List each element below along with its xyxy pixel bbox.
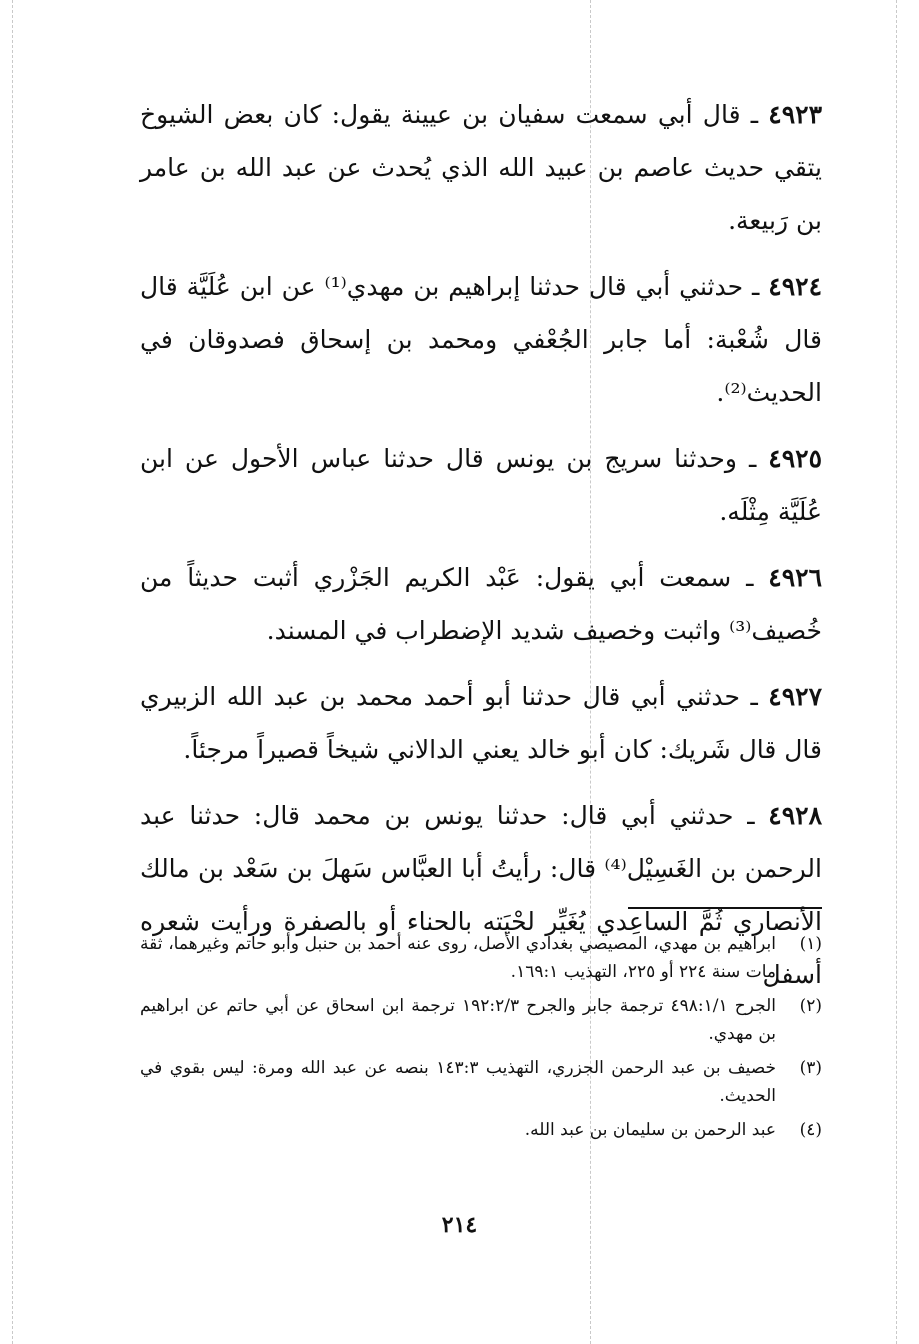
footnote-text: عبد الرحمن بن سليمان بن عبد الله.: [524, 1120, 776, 1140]
footnote-number: (٣): [799, 1058, 822, 1078]
entry-text: ـ سمعت أبي يقول: عَبْد الكريم الجَزْري أثبت حديثاً من خُصيف⁽³⁾ واثبت وخصيف شديد الإضطراب في المسند.: [140, 563, 822, 645]
footnote-4: [140, 1116, 822, 1144]
main-text: [140, 88, 822, 1014]
entry-number: ٤٩٢٦: [768, 563, 823, 592]
entry-text: ـ قال أبي سمعت سفيان بن عيينة يقول: كان بعض الشيوخ يتقي حديث عاصم بن عبيد الله الذي يُحدث عن عبد الله بن عامر بن رَبيعة.: [140, 100, 822, 235]
footnote-separator: [628, 907, 822, 909]
entry-4923: [140, 88, 822, 247]
scan-guide-line: [12, 0, 13, 1344]
entry-number: ٤٩٢٨: [768, 801, 822, 830]
entry-number: ٤٩٢٧: [768, 682, 822, 711]
entry-4925: [140, 432, 822, 538]
footnote-2: [140, 992, 822, 1048]
entry-number: ٤٩٢٥: [768, 444, 823, 473]
page-number: ٢١٤: [441, 1212, 478, 1238]
entry-text: ـ وحدثنا سريج بن يونس قال حدثنا عباس الأحول عن ابن عُلَيَّة مِثْلَه.: [140, 444, 822, 526]
footnote-3: [140, 1054, 822, 1110]
footnote-text: الجرح ٤٩٨:١/١ ترجمة جابر والجرح ١٩٢:٢/٣ ترجمة ابن اسحاق عن أبي حاتم عن ابراهيم بن مهدي.: [140, 996, 777, 1044]
entry-text: ـ حدثني أبي قال حدثنا أبو أحمد محمد بن عبد الله الزبيري قال قال شَريك: كان أبو خالد يعني الدالاني شيخاً قصيراً مرجئاً.: [140, 682, 822, 764]
entry-4926: [140, 551, 822, 657]
entry-4924: [140, 260, 822, 419]
footnote-1: [140, 930, 822, 986]
entry-text: ـ حدثني أبي قال: حدثنا يونس بن محمد قال: حدثنا عبد الرحمن بن الغَسِيْل⁽⁴⁾ قال: رأيتُ أبا العبَّاس سَهلَ بن سَعْد بن مالك الأنصاري ثُمَّ الساعِدي يُغَيِّر لحْيَته بالحناء أو بالصفرة ورأيت شعره أسفل: [140, 801, 822, 989]
entry-number: ٤٩٢٤: [768, 272, 822, 301]
footnote-number: (٢): [799, 996, 822, 1016]
footnote-text: ابراهيم بن مهدي، المصيصي بغدادي الأصل، روى عنه أحمد بن حنبل وأبو حاتم وغيرهما، ثقة مات سنة ٢٢٤ أو ٢٢٥، التهذيب ١٦٩:١.: [140, 934, 776, 982]
footnotes: [140, 930, 822, 1150]
entry-number: ٤٩٢٣: [768, 100, 822, 129]
footnote-number: (١): [799, 934, 822, 954]
entry-text: ـ حدثني أبي قال حدثنا إبراهيم بن مهدي⁽¹⁾ عن ابن عُلَيَّة قال قال شُعْبة: أما جابر الجُعْفي ومحمد بن إسحاق فصدوقان في الحديث⁽²⁾.: [140, 272, 822, 407]
footnote-number: (٤): [799, 1120, 822, 1140]
footnote-text: خصيف بن عبد الرحمن الجزري، التهذيب ١٤٣:٣ بنصه عن عبد الله ومرة: ليس بقوي في الحديث.: [140, 1058, 776, 1106]
scan-guide-line: [896, 0, 897, 1344]
entry-4927: [140, 670, 822, 776]
